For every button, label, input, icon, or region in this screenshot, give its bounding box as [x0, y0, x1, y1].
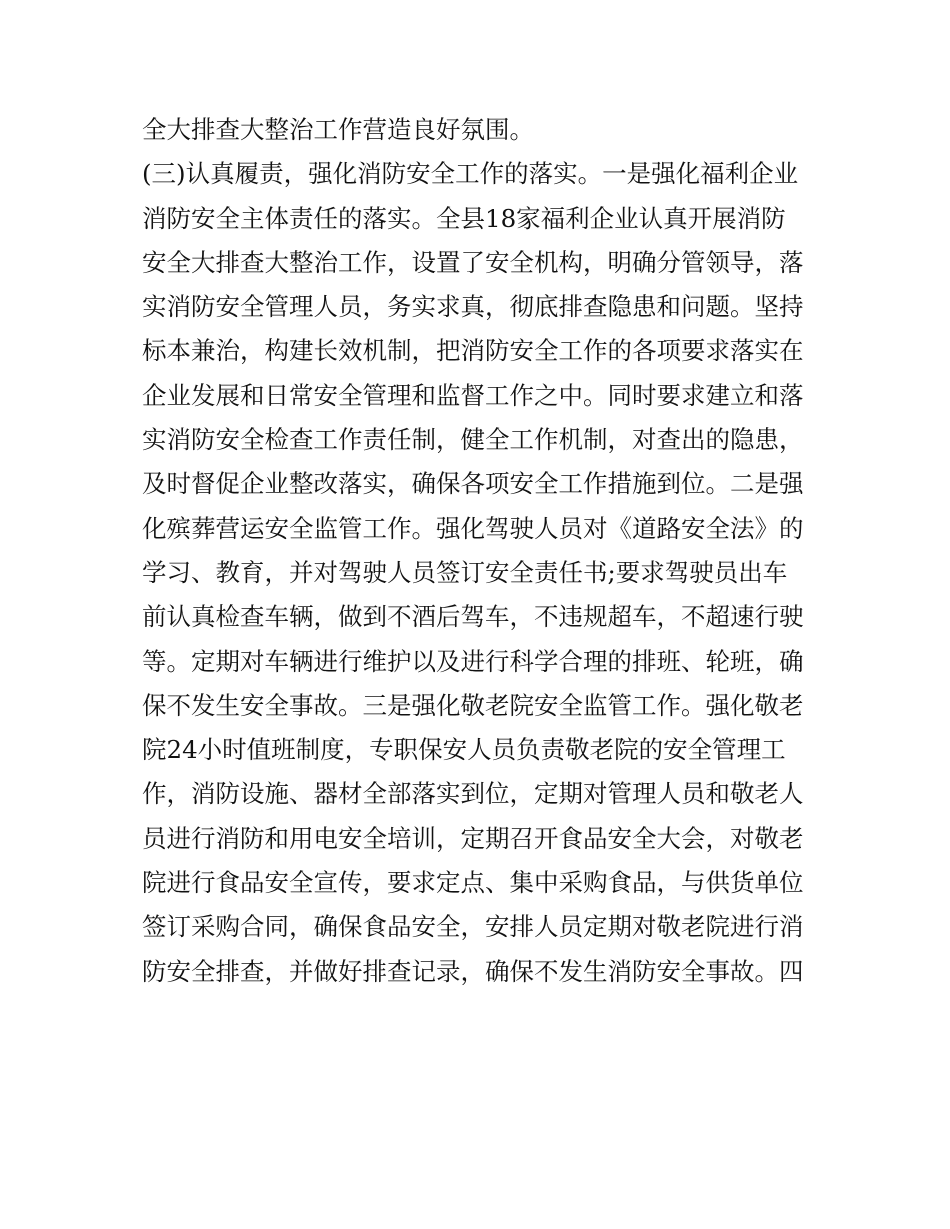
- text-line-3: 消防安全主体责任的落实。全县18家福利企业认真开展消防: [142, 203, 786, 233]
- text-line-12: 前认真检查车辆，做到不酒后驾车，不违规超车，不超速行驶: [142, 602, 804, 632]
- text-line-7: 企业发展和日常安全管理和监督工作之中。同时要求建立和落: [142, 380, 804, 410]
- text-line-11: 学习、教育，并对驾驶人员签订安全责任书;要求驾驶员出车: [142, 557, 788, 587]
- text-line-14: 保不发生安全事故。三是强化敬老院安全监管工作。强化敬老: [142, 690, 804, 720]
- text-line-17: 员进行消防和用电安全培训，定期召开食品安全大会，对敬老: [142, 823, 804, 853]
- text-line-1: 全大排查大整治工作营造良好氛围。: [142, 115, 534, 144]
- text-line-13: 等。定期对车辆进行维护以及进行科学合理的排班、轮班，确: [142, 646, 804, 676]
- text-line-10: 化殡葬营运安全监管工作。强化驾驶人员对《道路安全法》的: [142, 513, 804, 543]
- text-line-5: 实消防安全管理人员，务实求真，彻底排查隐患和问题。坚持: [142, 292, 804, 322]
- text-line-20: 防安全排查，并做好排查记录，确保不发生消防安全事故。四: [142, 956, 804, 986]
- text-line-8: 实消防安全检查工作责任制，健全工作机制，对查出的隐患，: [142, 425, 804, 455]
- body-text: [142, 108, 822, 994]
- text-line-6: 标本兼治，构建长效机制，把消防安全工作的各项要求落实在: [142, 336, 804, 366]
- text-line-18: 院进行食品安全宣传，要求定点、集中采购食品，与供货单位: [142, 868, 804, 898]
- text-line-16: 作，消防设施、器材全部落实到位，定期对管理人员和敬老人: [142, 779, 804, 809]
- text-line-9: 及时督促企业整改落实，确保各项安全工作措施到位。二是强: [142, 469, 804, 499]
- text-line-2: (三)认真履责，强化消防安全工作的落实。一是强化福利企业: [142, 159, 799, 189]
- text-line-4: 安全大排查大整治工作，设置了安全机构，明确分管领导，落: [142, 247, 804, 277]
- text-line-19: 签订采购合同，确保食品安全，安排人员定期对敬老院进行消: [142, 912, 804, 942]
- text-line-15: 院24小时值班制度，专职保安人员负责敬老院的安全管理工: [142, 735, 786, 765]
